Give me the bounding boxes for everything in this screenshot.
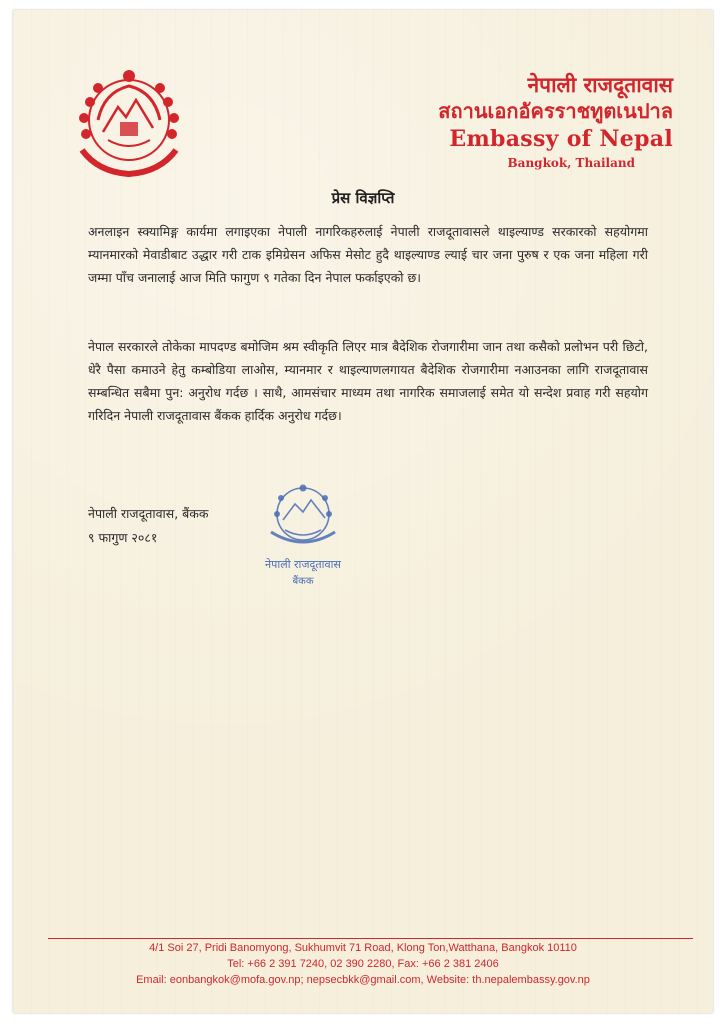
letterhead-english: Embassy of Nepal (449, 126, 673, 152)
letterhead-city: Bangkok, Thailand (507, 156, 635, 170)
paragraph-2: नेपाल सरकारले तोकेका मापदण्ड बमोजिम श्रम स्वीकृति लिएर मात्र बैदेशिक रोजगारीमा जान तथा कसैको प्रलोभन परी छिटो, धेरै पैसा कमाउने हेतु कम्बोडिया लाओस, म्यानमार र थाइल्याणलगायत बैदेशिक रोजगारीमा नआउनका लागि राजदूतावास सम्बन्धित सबैमा पुन: अनुरोध गर्दछ । साथै, आमसंचार माध्यम तथा नागरिक समाजलाई समेत यो सन्देश प्रवाह गरी सहयोग गरिदिन नेपाली राजदूतावास बैंकक हार्दिक अनुरोध गर्दछ। (88, 339, 648, 423)
stamp-text-1: नेपाली राजदूतावास (265, 558, 341, 571)
paragraph-1: अनलाइन स्क्यामिङ्ग कार्यमा लगाइएका नेपाली नागरिकहरुलाई नेपाली राजदूतावासले थाइल्याण्ड सरकारको सहयोगमा म्यानमारको मेवाडीबाट उद्धार गरी टाक इमिग्रेसन अफिस मेसोट हुदै थाइल्याण्ड ल्याई चार जना पुरुष र एक जना महिला गरी जम्मा पाँच जनालाई आज मिति फागुण ९ गतेका दिन नेपाल फर्काइएको छ। (88, 224, 648, 285)
stamp-text-2: बैंकक (292, 576, 314, 587)
letterhead (438, 72, 673, 172)
footer (13, 940, 713, 988)
letter-page (13, 10, 713, 1013)
nepal-emblem-seal (68, 62, 190, 186)
letterhead-thai: สถานเอกอัครราชทูตเนปาล (438, 99, 673, 123)
footer-phones: Tel: +66 2 391 7240, 02 390 2280, Fax: +66 2 381 2406 (227, 958, 499, 970)
document-title: प्रेस विज्ञप्ति (331, 189, 395, 207)
signature-line-1: नेपाली राजदूतावास, बैंकक (88, 506, 209, 521)
footer-address: 4/1 Soi 27, Pridi Banomyong, Sukhumvit 71 Road, Klong Ton,Watthana, Bangkok 10110 (149, 942, 577, 954)
embassy-stamp (253, 480, 353, 590)
signature-block (88, 502, 209, 550)
footer-divider (48, 938, 693, 939)
signature-date: ९ फागुण २०८१ (88, 530, 158, 545)
footer-contacts: Email: eonbangkok@mofa.gov.np; nepsecbkk@gmail.com, Website: th.nepalembassy.gov.np (136, 974, 590, 986)
letterhead-nepali: नेपाली राजदूतावास (527, 73, 673, 97)
